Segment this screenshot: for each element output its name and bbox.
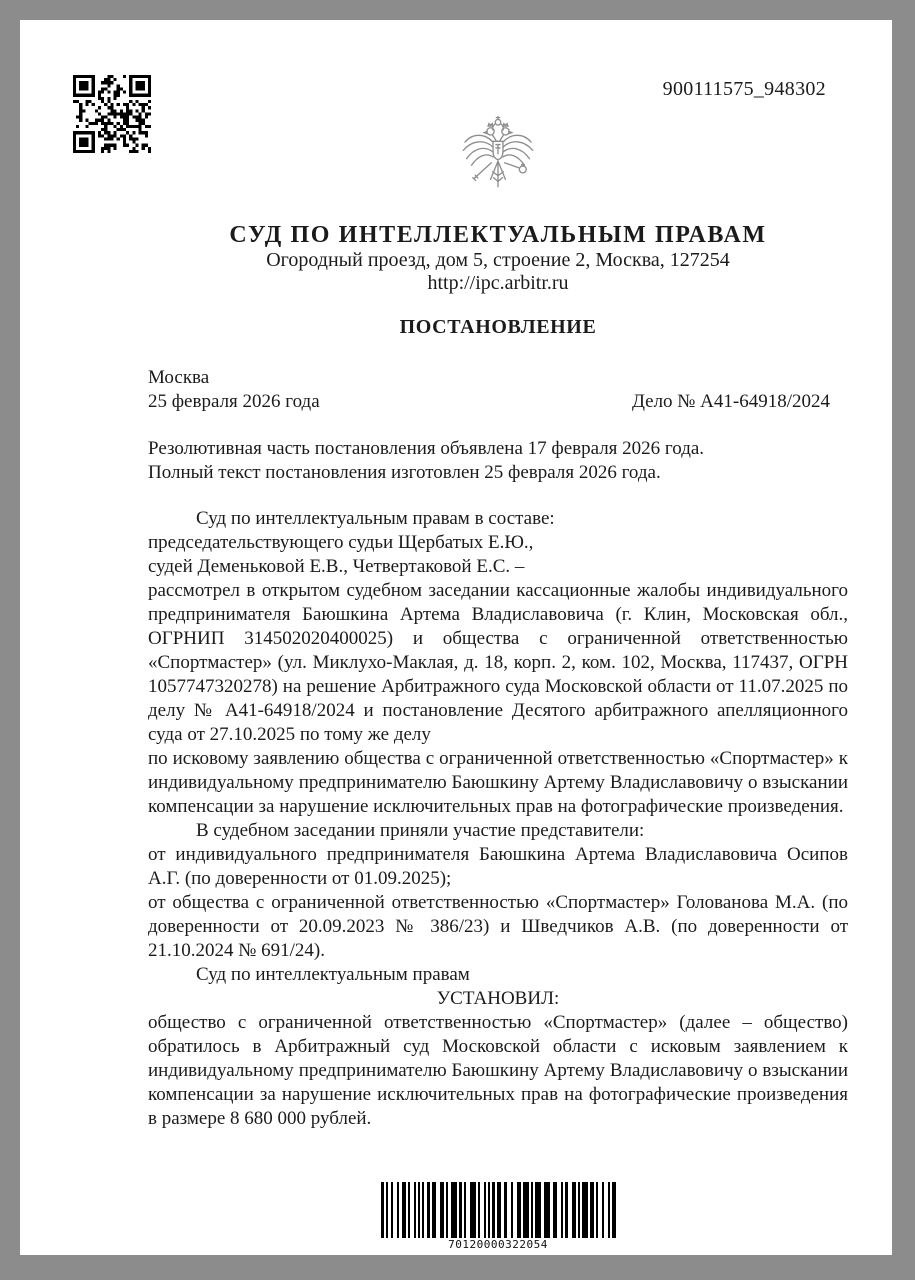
claim-subject-paragraph: по исковому заявлению общества с ограниченной ответственностью «Спортмастер» к индивидуальному предпринимателю Баюшкину Артему Владиславовичу о взыскании компенсации за нарушение исключительных прав на фотографические произведения. bbox=[148, 748, 848, 817]
russia-double-headed-eagle-icon bbox=[456, 114, 540, 200]
court-name: СУД ПО ИНТЕЛЛЕКТУАЛЬНЫМ ПРАВАМ bbox=[229, 222, 767, 248]
court-composition-intro: Суд по интеллектуальным правам в составе: bbox=[196, 508, 555, 529]
announce-block bbox=[148, 437, 848, 485]
barcode-icon bbox=[381, 1182, 616, 1238]
established-paragraph: общество с ограниченной ответственностью «Спортмастер» (далее – общество) обратилось в Арбитражный суд Московской области с исковым заявлением к индивидуальному предпринимателю Баюшкину Артему Владиславовичу о взыскании компенсации за нарушение исключительных прав на фотографические произведения в размере 8 680 000 рублей. bbox=[148, 1012, 848, 1129]
document-content bbox=[20, 20, 892, 1131]
established-heading: УСТАНОВИЛ: bbox=[436, 988, 560, 1009]
presiding-judge-line: председательствующего судьи Щербатых Е.Ю., bbox=[148, 532, 534, 553]
participants-intro: В судебном заседании приняли участие представители: bbox=[196, 820, 645, 841]
cassation-review-paragraph: рассмотрел в открытом судебном заседании кассационные жалобы индивидуального предпринимателя Баюшкина Артема Владиславовича (г. Клин, Московская обл., ОГРНИП 314502020400025) и общества с ограниченной ответственностью «Спортмастер» (ул. Миклухо-Маклая, д. 18, корп. 2, ком. 102, Москва, 117437, ОГРН 1057747320278) на решение Арбитражного суда Московской области от 11.07.2025 по делу № А41-64918/2024 и постановление Десятого арбитражного апелляционного суда от 27.10.2025 по тому же делу bbox=[148, 580, 848, 745]
court-address: Огородный проезд, дом 5, строение 2, Москва, 127254 bbox=[266, 249, 730, 271]
document-title: ПОСТАНОВЛЕНИЕ bbox=[399, 316, 597, 338]
meta-block bbox=[148, 366, 848, 414]
document-page bbox=[20, 20, 892, 1255]
judges-line: судей Деменьковой Е.В., Четвертаковой Е.С. – bbox=[148, 556, 525, 577]
ruling-body bbox=[148, 507, 848, 1131]
barcode-number: 70120000322054 bbox=[448, 1238, 548, 1251]
barcode bbox=[20, 1182, 892, 1251]
resolutive-part-line: Резолютивная часть постановления объявлена 17 февраля 2026 года. bbox=[148, 438, 705, 459]
ruling-date: 25 февраля 2026 года bbox=[148, 391, 320, 412]
document-id: 900111575_948302 bbox=[662, 78, 826, 100]
court-lead-in: Суд по интеллектуальным правам bbox=[196, 964, 470, 985]
court-url: http://ipc.arbitr.ru bbox=[427, 272, 569, 294]
case-number: Дело № А41-64918/2024 bbox=[631, 391, 830, 412]
entrepreneur-representative: от индивидуального предпринимателя Баюшкина Артема Владиславовича Осипов А.Г. (по доверенности от 01.09.2025); bbox=[148, 844, 848, 889]
city: Москва bbox=[148, 367, 210, 388]
full-text-line: Полный текст постановления изготовлен 25 февраля 2026 года. bbox=[148, 462, 661, 483]
company-representatives: от общества с ограниченной ответственностью «Спортмастер» Голованова М.А. (по доверенности от 20.09.2023 № 386/23) и Шведчиков А.В. (по доверенности от 21.10.2024 № 691/24). bbox=[148, 892, 848, 961]
